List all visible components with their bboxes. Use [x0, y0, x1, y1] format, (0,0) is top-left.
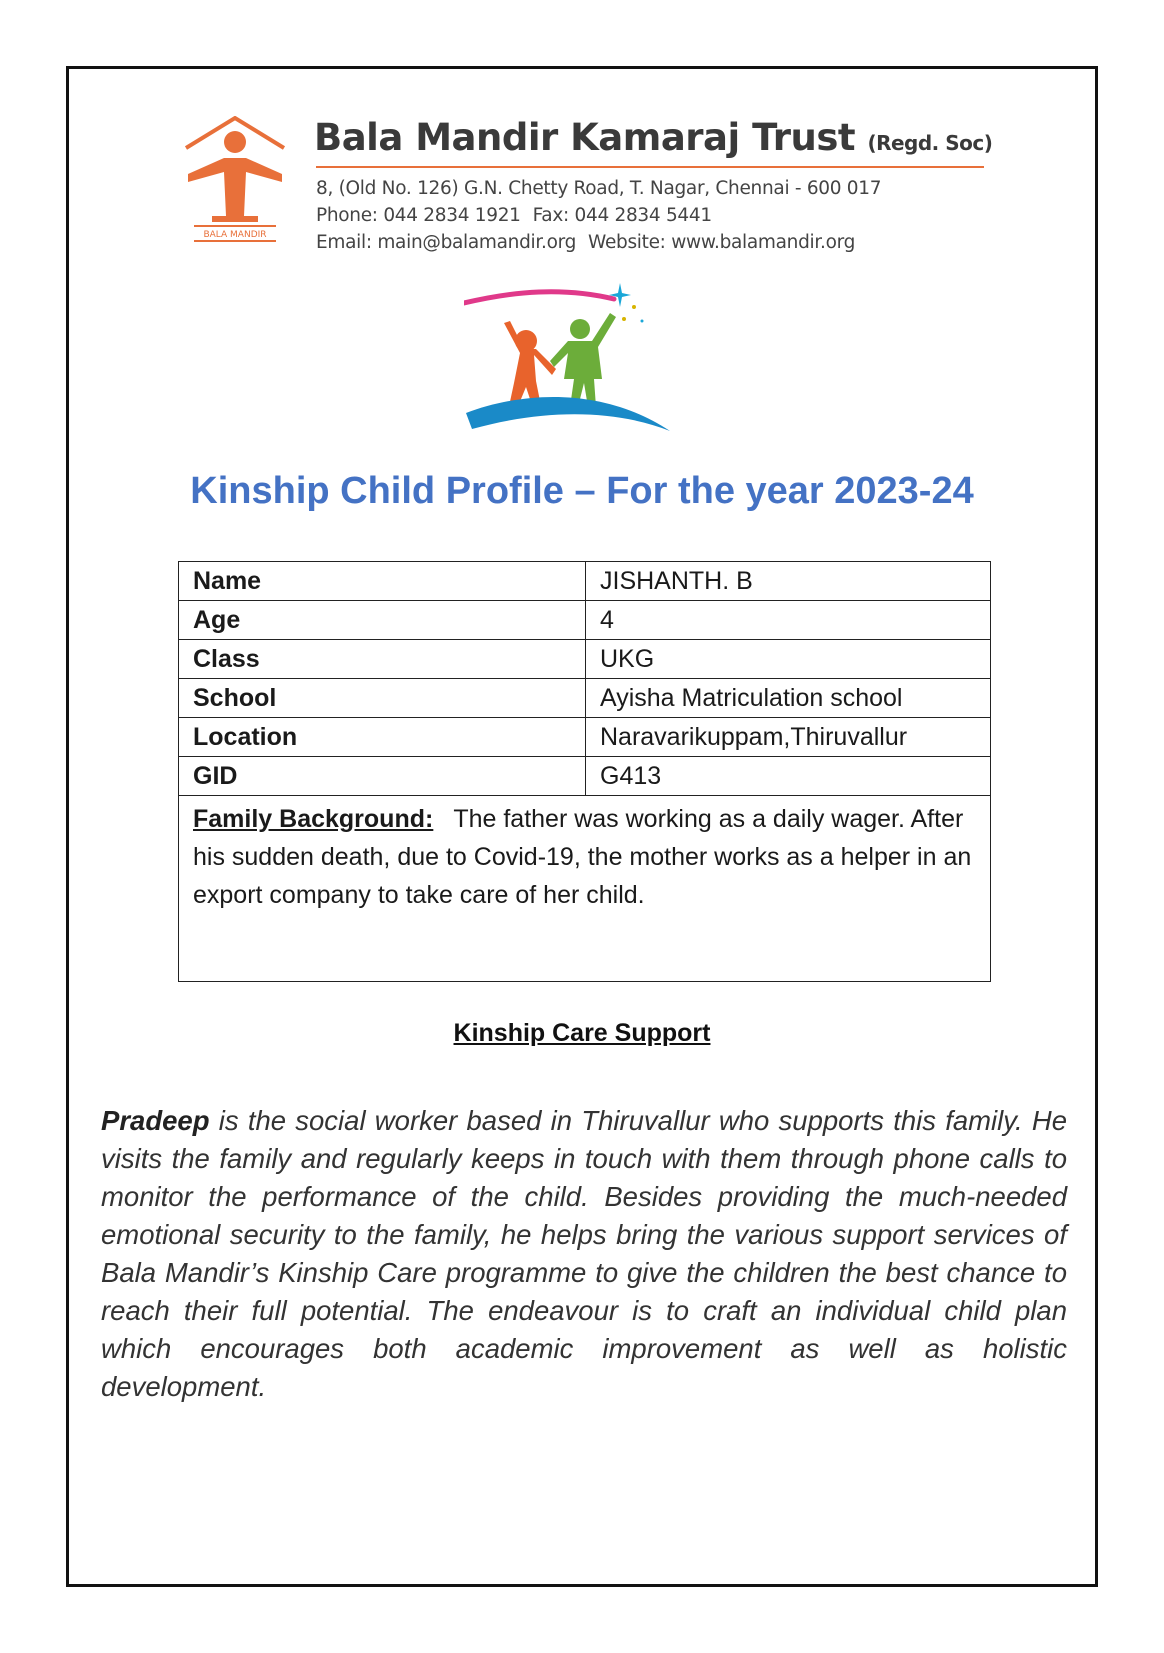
kinship-children-illustration	[464, 283, 694, 448]
trust-name-text: Bala Mandir Kamaraj Trust	[314, 116, 856, 159]
green-child-figure	[550, 313, 616, 407]
trust-name	[314, 116, 992, 159]
row-label: Location	[179, 718, 586, 757]
contact-line	[316, 232, 855, 253]
family-background-cell	[179, 796, 991, 982]
row-value: G413	[586, 757, 991, 796]
fax: Fax: 044 2834 5441	[532, 205, 712, 226]
row-value: JISHANTH. B	[586, 562, 991, 601]
table-row	[179, 718, 991, 757]
support-heading: Kinship Care Support	[453, 1019, 711, 1047]
table-row	[179, 640, 991, 679]
row-value: Ayisha Matriculation school	[586, 679, 991, 718]
row-value: 4	[586, 601, 991, 640]
support-body: is the social worker based in Thiruvallur who supports this family. He visits the family and regularly keeps in touch with them through phone calls to monitor the performance of the child. Besides providing the much-needed emotional security to the family, he helps bring the various support services of Bala Mandir’s Kinship Care programme to give the children the best chance to reach their full potential. The endeavour is to craft an individual child plan which encourages both academic improvement as well as holistic development.	[101, 1104, 1067, 1402]
family-background-text: The father was working as a daily wager. After his sudden death, due to Covid-19, the mother works as a helper in an export company to take care of her child.	[193, 805, 972, 909]
letterhead	[180, 116, 1000, 256]
table-row	[179, 562, 991, 601]
website: Website: www.balamandir.org	[588, 232, 856, 253]
child-profile-table	[178, 561, 991, 982]
row-label: Class	[179, 640, 586, 679]
logo-label: BALA MANDIR	[203, 230, 267, 240]
family-background-row	[179, 796, 991, 982]
phone-fax-line	[316, 205, 712, 226]
row-label: Age	[179, 601, 586, 640]
row-value: Naravarikuppam,Thiruvallur	[586, 718, 991, 757]
table-row	[179, 601, 991, 640]
page-title: Kinship Child Profile – For the year 2023-24	[190, 470, 974, 512]
support-paragraph	[101, 1102, 1067, 1406]
row-label: GID	[179, 757, 586, 796]
table-row	[179, 757, 991, 796]
row-value: UKG	[586, 640, 991, 679]
email: Email: main@balamandir.org	[316, 232, 577, 253]
bala-mandir-logo	[180, 116, 290, 250]
registration: (Regd. Soc)	[867, 131, 993, 155]
phone: Phone: 044 2834 1921	[316, 205, 521, 226]
row-label: Name	[179, 562, 586, 601]
social-worker-name: Pradeep	[101, 1104, 210, 1136]
row-label: School	[179, 679, 586, 718]
family-background-label: Family Background:	[193, 805, 434, 833]
letterhead-rule	[316, 166, 984, 168]
address: 8, (Old No. 126) G.N. Chetty Road, T. Nagar, Chennai - 600 017	[316, 178, 882, 199]
table-row	[179, 679, 991, 718]
